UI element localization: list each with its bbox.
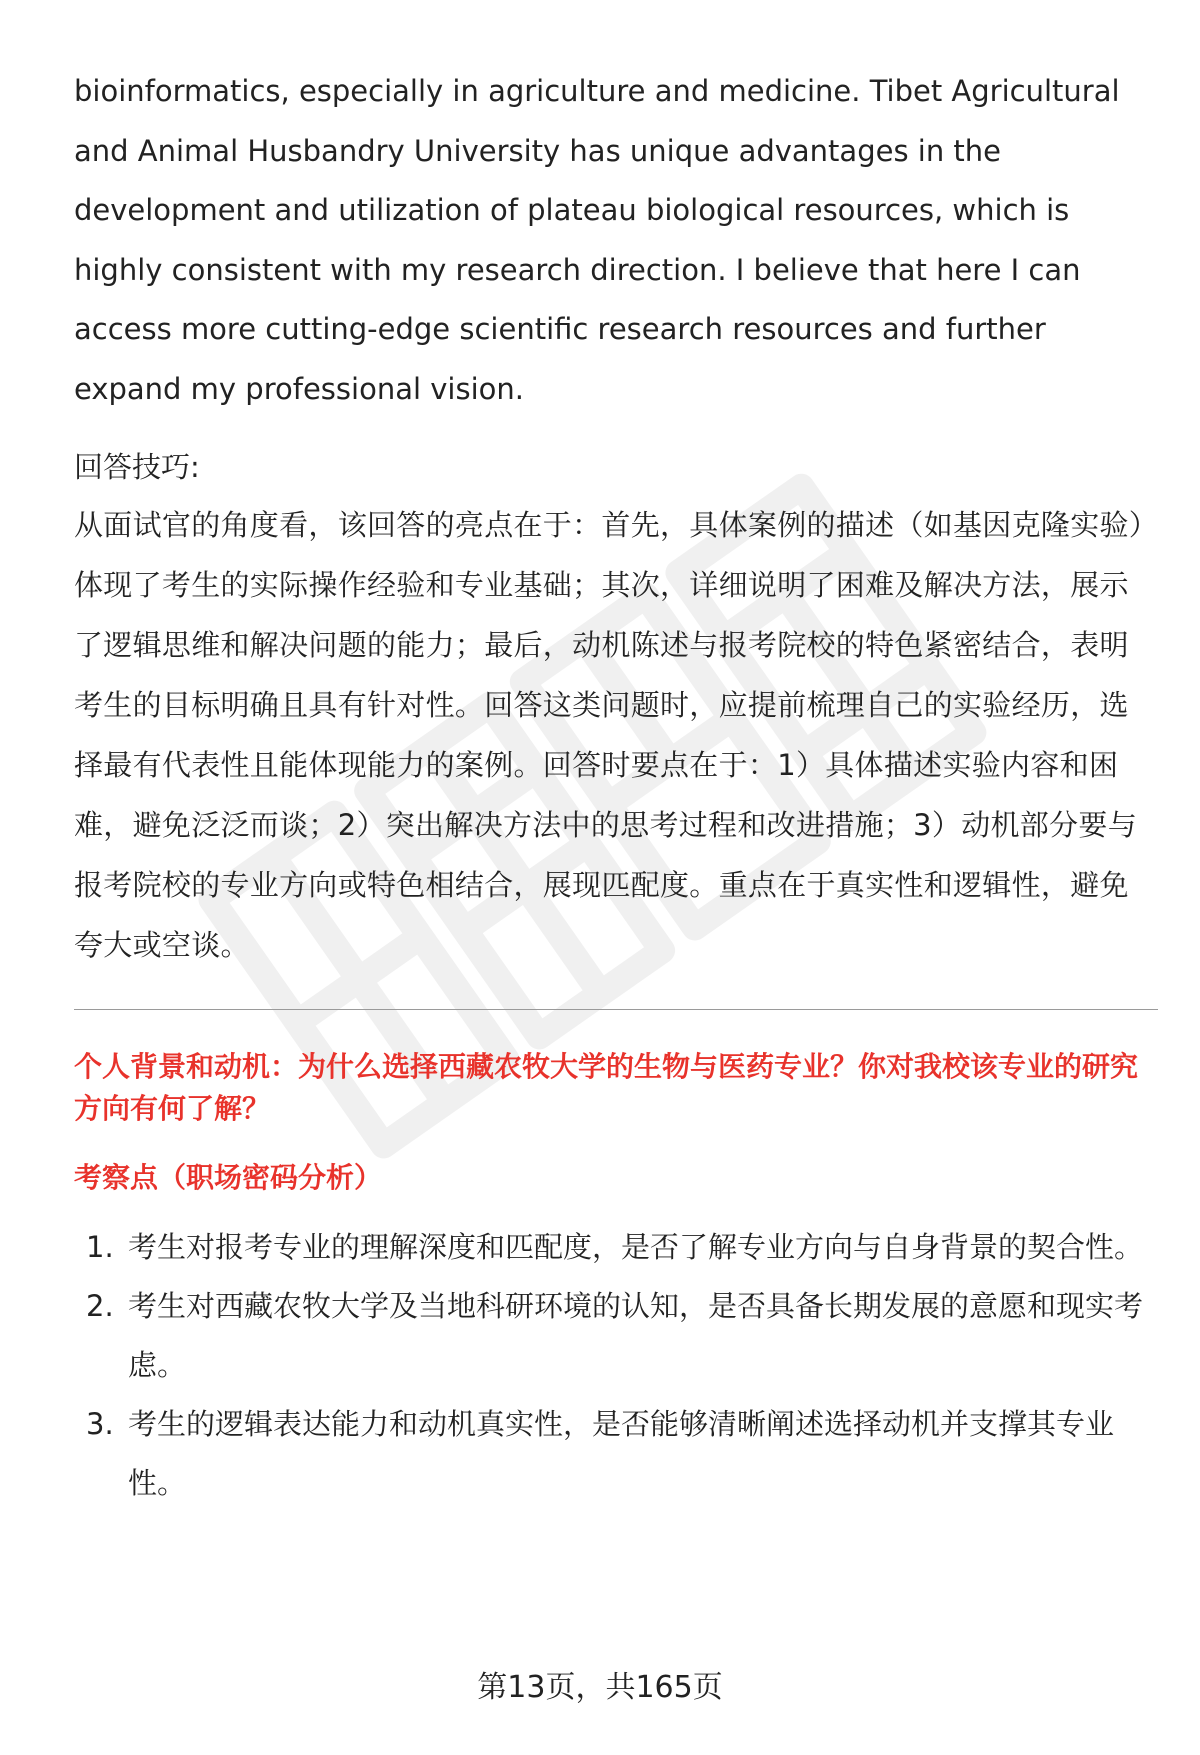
list-item-text: 考生的逻辑表达能力和动机真实性，是否能够清晰阐述选择动机并支撑其专业性。	[128, 1407, 1115, 1500]
assessment-points-list	[74, 1218, 1158, 1513]
tips-paragraph: 从面试官的角度看，该回答的亮点在于：首先，具体案例的描述（如基因克隆实验）体现了考生的实际操作经验和专业基础；其次，详细说明了困难及解决方法，展示了逻辑思维和解决问题的能力；最后，动机陈述与报考院校的特色紧密结合，表明考生的目标明确且具有针对性。回答这类问题时，应提前梳理自己的实验经历，选择最有代表性且能体现能力的案例。回答时要点在于：1）具体描述实验内容和困难，避免泛泛而谈；2）突出解决方法中的思考过程和改进措施；3）动机部分要与报考院校的专业方向或特色相结合，展现匹配度。重点在于真实性和逻辑性，避免夸大或空谈。	[74, 508, 1144, 962]
list-item	[74, 1277, 1158, 1395]
section-divider	[74, 1009, 1158, 1010]
tips-label: 回答技巧:	[74, 450, 200, 484]
page-number-footer: 第13页，共165页	[477, 1670, 723, 1705]
question-title: 个人背景和动机：为什么选择西藏农牧大学的生物与医药专业？你对我校该专业的研究方向有何了解？	[74, 1050, 1139, 1125]
list-item-number: 2.	[86, 1289, 114, 1323]
english-answer-paragraph: bioinformatics, especially in agriculture and medicine. Tibet Agricultural and Animal Husbandry University has unique advantages in the development and utilization of plateau biological resources, which is highly consistent with my research direction. I believe that here I can access more cutting-edge scientific research resources and further expand my professional vision.	[74, 74, 1120, 406]
list-item-text: 考生对报考专业的理解深度和匹配度，是否了解专业方向与自身背景的契合性。	[128, 1230, 1144, 1264]
list-item-number: 1.	[86, 1230, 114, 1264]
main-content	[74, 62, 1158, 1513]
assessment-points-heading: 考察点（职场密码分析）	[74, 1161, 383, 1194]
list-item	[74, 1218, 1158, 1277]
list-item	[74, 1395, 1158, 1513]
list-item-text: 考生对西藏农牧大学及当地科研环境的认知，是否具备长期发展的意愿和现实考虑。	[128, 1289, 1144, 1382]
list-item-number: 3.	[86, 1407, 114, 1441]
